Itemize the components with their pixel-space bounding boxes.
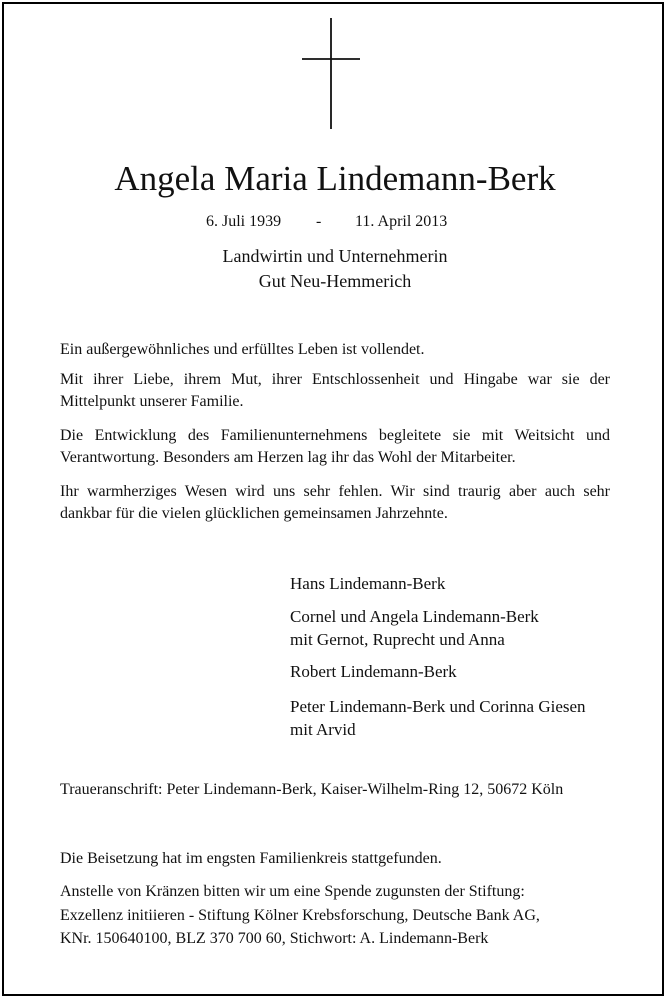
donation-line: KNr. 150640100, BLZ 370 700 60, Stichwort: A. Lindemann-Berk bbox=[60, 930, 489, 947]
family-line: mit Gernot, Ruprecht und Anna bbox=[290, 630, 505, 649]
family-entry bbox=[290, 572, 650, 595]
family-entry bbox=[290, 605, 650, 651]
family-line: Robert Lindemann-Berk bbox=[290, 662, 457, 681]
family-line: Cornel und Angela Lindemann-Berk bbox=[290, 607, 539, 626]
life-dates bbox=[0, 211, 670, 233]
burial-note: Die Beisetzung hat im engsten Familienkreis stattgefunden. bbox=[60, 850, 442, 867]
birth-date: 6. Juli 1939 bbox=[206, 213, 282, 230]
paragraph: Die Entwicklung des Familienunternehmens begleitete sie mit Weitsicht und Verantwortung. Besonders am Herzen lag ihr das Wohl der Mitarbeiter. bbox=[60, 427, 610, 466]
donation-note bbox=[60, 880, 610, 951]
family-line: Hans Lindemann-Berk bbox=[290, 574, 446, 593]
family-entry bbox=[290, 660, 650, 683]
mourning-address: Traueranschrift: Peter Lindemann-Berk, Kaiser-Wilhelm-Ring 12, 50672 Köln bbox=[60, 781, 564, 798]
donation-line: Anstelle von Kränzen bitten wir um eine Spende zugunsten der Stiftung: bbox=[60, 883, 525, 900]
occupation-line: Landwirtin und Unternehmerin bbox=[222, 246, 448, 266]
family-entry bbox=[290, 695, 650, 741]
deceased-name: Angela Maria Lindemann-Berk bbox=[114, 159, 556, 198]
paragraph: Mit ihrer Liebe, ihrem Mut, ihrer Entschlossenheit und Hingabe war sie der Mittelpunkt unserer Familie. bbox=[60, 371, 610, 410]
cross-icon bbox=[0, 0, 670, 140]
occupation-line: Gut Neu-Hemmerich bbox=[258, 271, 412, 291]
date-separator: - bbox=[316, 213, 322, 230]
donation-line: Exzellenz initiieren - Stiftung Kölner Krebsforschung, Deutsche Bank AG, bbox=[60, 906, 540, 924]
family-line: mit Arvid bbox=[290, 720, 356, 739]
occupation bbox=[0, 244, 670, 294]
paragraph: Ein außergewöhnliches und erfülltes Leben ist vollendet. bbox=[60, 341, 425, 358]
family-line: Peter Lindemann-Berk und Corinna Giesen bbox=[290, 697, 586, 716]
paragraph: Ihr warmherziges Wesen wird uns sehr fehlen. Wir sind traurig aber auch sehr dankbar für die vielen glücklichen gemeinsamen Jahrzehnte. bbox=[60, 483, 610, 522]
death-date: 11. April 2013 bbox=[355, 213, 448, 230]
